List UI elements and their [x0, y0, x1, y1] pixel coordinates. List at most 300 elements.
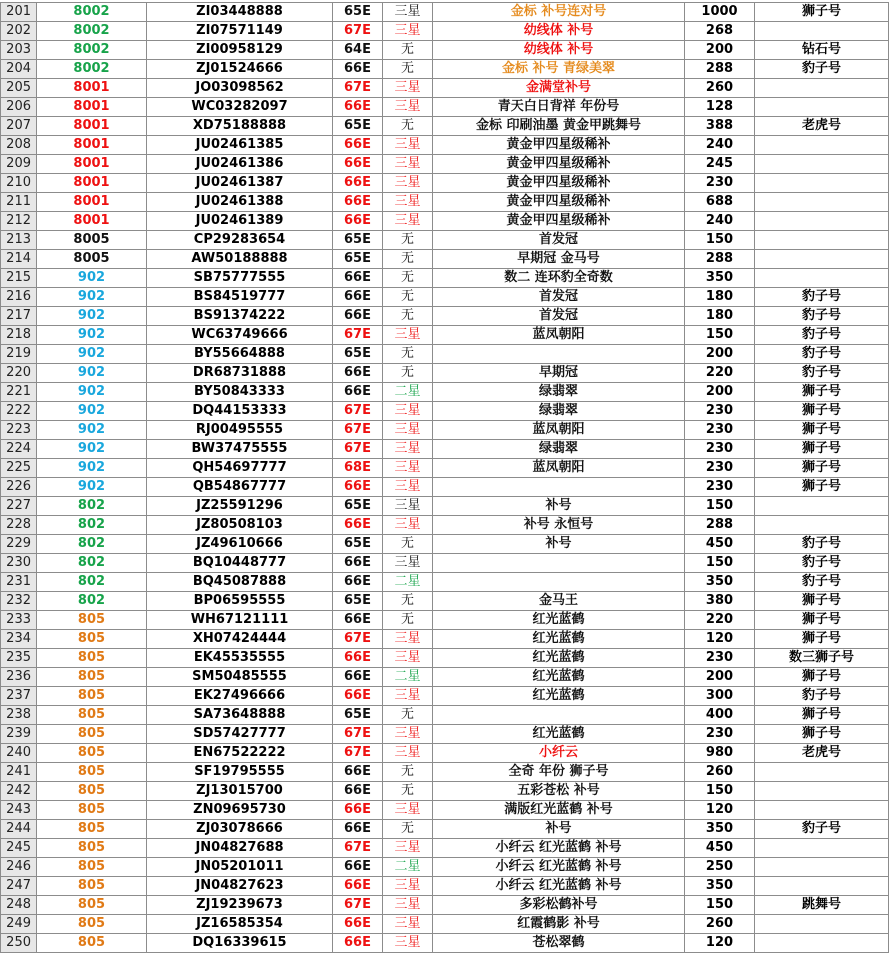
row-number[interactable]: 215 [1, 269, 37, 288]
star-rating-cell[interactable]: 无 [383, 250, 433, 269]
series-cell[interactable]: 805 [37, 706, 147, 725]
description-cell[interactable]: 多彩松鹤补号 [433, 896, 685, 915]
serial-code-cell[interactable]: JN05201011 [147, 858, 333, 877]
grade-cell[interactable]: 67E [333, 79, 383, 98]
row-number[interactable]: 237 [1, 687, 37, 706]
serial-code-cell[interactable]: ZI03448888 [147, 3, 333, 22]
star-rating-cell[interactable]: 三星 [383, 630, 433, 649]
serial-code-cell[interactable]: BY55664888 [147, 345, 333, 364]
description-cell[interactable]: 红光蓝鹤 [433, 668, 685, 687]
row-number[interactable]: 204 [1, 60, 37, 79]
number-type-cell[interactable] [755, 858, 889, 877]
description-cell[interactable]: 幼线体 补号 [433, 22, 685, 41]
number-type-cell[interactable]: 狮子号 [755, 402, 889, 421]
grade-cell[interactable]: 66E [333, 782, 383, 801]
price-cell[interactable]: 450 [685, 535, 755, 554]
row-number[interactable]: 216 [1, 288, 37, 307]
description-cell[interactable]: 绿翡翠 [433, 402, 685, 421]
serial-code-cell[interactable]: WC63749666 [147, 326, 333, 345]
serial-code-cell[interactable]: JU02461389 [147, 212, 333, 231]
grade-cell[interactable]: 66E [333, 193, 383, 212]
price-cell[interactable]: 120 [685, 934, 755, 953]
number-type-cell[interactable] [755, 22, 889, 41]
row-number[interactable]: 221 [1, 383, 37, 402]
serial-code-cell[interactable]: ZJ01524666 [147, 60, 333, 79]
row-number[interactable]: 226 [1, 478, 37, 497]
series-cell[interactable]: 802 [37, 497, 147, 516]
number-type-cell[interactable] [755, 516, 889, 535]
row-number[interactable]: 246 [1, 858, 37, 877]
star-rating-cell[interactable]: 无 [383, 345, 433, 364]
star-rating-cell[interactable]: 三星 [383, 687, 433, 706]
number-type-cell[interactable]: 豹子号 [755, 364, 889, 383]
star-rating-cell[interactable]: 三星 [383, 193, 433, 212]
serial-code-cell[interactable]: CP29283654 [147, 231, 333, 250]
price-cell[interactable]: 350 [685, 269, 755, 288]
series-cell[interactable]: 902 [37, 421, 147, 440]
row-number[interactable]: 229 [1, 535, 37, 554]
series-cell[interactable]: 802 [37, 592, 147, 611]
grade-cell[interactable]: 66E [333, 60, 383, 79]
star-rating-cell[interactable]: 无 [383, 269, 433, 288]
row-number[interactable]: 239 [1, 725, 37, 744]
description-cell[interactable]: 金马王 [433, 592, 685, 611]
price-cell[interactable]: 268 [685, 22, 755, 41]
series-cell[interactable]: 805 [37, 668, 147, 687]
series-cell[interactable]: 902 [37, 345, 147, 364]
price-cell[interactable]: 220 [685, 611, 755, 630]
price-cell[interactable]: 200 [685, 383, 755, 402]
star-rating-cell[interactable]: 三星 [383, 649, 433, 668]
row-number[interactable]: 209 [1, 155, 37, 174]
description-cell[interactable]: 首发冠 [433, 288, 685, 307]
price-cell[interactable]: 350 [685, 820, 755, 839]
serial-code-cell[interactable]: DQ16339615 [147, 934, 333, 953]
grade-cell[interactable]: 67E [333, 402, 383, 421]
description-cell[interactable] [433, 573, 685, 592]
grade-cell[interactable]: 66E [333, 877, 383, 896]
grade-cell[interactable]: 65E [333, 250, 383, 269]
series-cell[interactable]: 8001 [37, 212, 147, 231]
star-rating-cell[interactable]: 三星 [383, 478, 433, 497]
serial-code-cell[interactable]: ZJ03078666 [147, 820, 333, 839]
price-cell[interactable]: 250 [685, 858, 755, 877]
price-cell[interactable]: 260 [685, 915, 755, 934]
price-cell[interactable]: 350 [685, 877, 755, 896]
number-type-cell[interactable] [755, 79, 889, 98]
star-rating-cell[interactable]: 三星 [383, 98, 433, 117]
star-rating-cell[interactable]: 三星 [383, 174, 433, 193]
grade-cell[interactable]: 66E [333, 364, 383, 383]
series-cell[interactable]: 902 [37, 478, 147, 497]
serial-code-cell[interactable]: EN67522222 [147, 744, 333, 763]
price-cell[interactable]: 220 [685, 364, 755, 383]
serial-code-cell[interactable]: JN04827623 [147, 877, 333, 896]
serial-code-cell[interactable]: JU02461388 [147, 193, 333, 212]
number-type-cell[interactable] [755, 915, 889, 934]
serial-code-cell[interactable]: QB54867777 [147, 478, 333, 497]
price-cell[interactable]: 180 [685, 307, 755, 326]
star-rating-cell[interactable]: 二星 [383, 383, 433, 402]
star-rating-cell[interactable]: 三星 [383, 934, 433, 953]
number-type-cell[interactable] [755, 98, 889, 117]
row-number[interactable]: 219 [1, 345, 37, 364]
price-cell[interactable]: 288 [685, 516, 755, 535]
description-cell[interactable]: 金标 印刷油墨 黄金甲跳舞号 [433, 117, 685, 136]
price-cell[interactable]: 388 [685, 117, 755, 136]
description-cell[interactable]: 绿翡翠 [433, 440, 685, 459]
number-type-cell[interactable]: 豹子号 [755, 345, 889, 364]
series-cell[interactable]: 8005 [37, 231, 147, 250]
number-type-cell[interactable] [755, 250, 889, 269]
serial-code-cell[interactable]: BS91374222 [147, 307, 333, 326]
series-cell[interactable]: 8001 [37, 193, 147, 212]
number-type-cell[interactable]: 豹子号 [755, 554, 889, 573]
price-cell[interactable]: 150 [685, 782, 755, 801]
star-rating-cell[interactable]: 无 [383, 231, 433, 250]
row-number[interactable]: 211 [1, 193, 37, 212]
number-type-cell[interactable]: 狮子号 [755, 630, 889, 649]
price-cell[interactable]: 245 [685, 155, 755, 174]
star-rating-cell[interactable]: 三星 [383, 440, 433, 459]
number-type-cell[interactable]: 狮子号 [755, 668, 889, 687]
description-cell[interactable]: 早期冠 [433, 364, 685, 383]
price-cell[interactable]: 260 [685, 79, 755, 98]
serial-code-cell[interactable]: BY50843333 [147, 383, 333, 402]
grade-cell[interactable]: 66E [333, 516, 383, 535]
series-cell[interactable]: 902 [37, 326, 147, 345]
grade-cell[interactable]: 67E [333, 839, 383, 858]
row-number[interactable]: 242 [1, 782, 37, 801]
row-number[interactable]: 236 [1, 668, 37, 687]
grade-cell[interactable]: 66E [333, 820, 383, 839]
series-cell[interactable]: 8002 [37, 60, 147, 79]
row-number[interactable]: 243 [1, 801, 37, 820]
star-rating-cell[interactable]: 无 [383, 706, 433, 725]
serial-code-cell[interactable]: JZ49610666 [147, 535, 333, 554]
price-cell[interactable]: 150 [685, 231, 755, 250]
description-cell[interactable]: 数二 连环豹全奇数 [433, 269, 685, 288]
serial-code-cell[interactable]: JU02461386 [147, 155, 333, 174]
series-cell[interactable]: 902 [37, 440, 147, 459]
serial-code-cell[interactable]: WH67121111 [147, 611, 333, 630]
grade-cell[interactable]: 65E [333, 3, 383, 22]
number-type-cell[interactable]: 老虎号 [755, 117, 889, 136]
star-rating-cell[interactable]: 无 [383, 535, 433, 554]
number-type-cell[interactable] [755, 763, 889, 782]
grade-cell[interactable]: 66E [333, 915, 383, 934]
number-type-cell[interactable] [755, 174, 889, 193]
price-cell[interactable]: 380 [685, 592, 755, 611]
row-number[interactable]: 249 [1, 915, 37, 934]
star-rating-cell[interactable]: 三星 [383, 155, 433, 174]
series-cell[interactable]: 902 [37, 269, 147, 288]
price-cell[interactable]: 450 [685, 839, 755, 858]
star-rating-cell[interactable]: 无 [383, 60, 433, 79]
serial-code-cell[interactable]: SD57427777 [147, 725, 333, 744]
description-cell[interactable]: 补号 [433, 497, 685, 516]
grade-cell[interactable]: 65E [333, 497, 383, 516]
number-type-cell[interactable]: 狮子号 [755, 592, 889, 611]
row-number[interactable]: 245 [1, 839, 37, 858]
star-rating-cell[interactable]: 无 [383, 288, 433, 307]
star-rating-cell[interactable]: 无 [383, 117, 433, 136]
serial-code-cell[interactable]: BQ10448777 [147, 554, 333, 573]
grade-cell[interactable]: 66E [333, 307, 383, 326]
price-cell[interactable]: 288 [685, 60, 755, 79]
row-number[interactable]: 213 [1, 231, 37, 250]
price-cell[interactable]: 200 [685, 41, 755, 60]
number-type-cell[interactable] [755, 155, 889, 174]
grade-cell[interactable]: 67E [333, 630, 383, 649]
series-cell[interactable]: 8001 [37, 117, 147, 136]
description-cell[interactable]: 黄金甲四星级稀补 [433, 193, 685, 212]
row-number[interactable]: 228 [1, 516, 37, 535]
description-cell[interactable]: 金标 补号连对号 [433, 3, 685, 22]
price-cell[interactable]: 230 [685, 725, 755, 744]
number-type-cell[interactable]: 狮子号 [755, 3, 889, 22]
series-cell[interactable]: 8001 [37, 98, 147, 117]
description-cell[interactable]: 金标 补号 青绿美翠 [433, 60, 685, 79]
row-number[interactable]: 234 [1, 630, 37, 649]
description-cell[interactable]: 红霞鹤影 补号 [433, 915, 685, 934]
row-number[interactable]: 232 [1, 592, 37, 611]
serial-code-cell[interactable]: DQ44153333 [147, 402, 333, 421]
serial-code-cell[interactable]: JU02461385 [147, 136, 333, 155]
row-number[interactable]: 230 [1, 554, 37, 573]
price-cell[interactable]: 400 [685, 706, 755, 725]
number-type-cell[interactable] [755, 877, 889, 896]
description-cell[interactable] [433, 706, 685, 725]
row-number[interactable]: 225 [1, 459, 37, 478]
row-number[interactable]: 247 [1, 877, 37, 896]
series-cell[interactable]: 805 [37, 630, 147, 649]
serial-code-cell[interactable]: QH54697777 [147, 459, 333, 478]
star-rating-cell[interactable]: 二星 [383, 668, 433, 687]
price-cell[interactable]: 980 [685, 744, 755, 763]
star-rating-cell[interactable]: 三星 [383, 554, 433, 573]
grade-cell[interactable]: 65E [333, 231, 383, 250]
grade-cell[interactable]: 67E [333, 22, 383, 41]
serial-code-cell[interactable]: EK27496666 [147, 687, 333, 706]
price-cell[interactable]: 260 [685, 763, 755, 782]
series-cell[interactable]: 8001 [37, 136, 147, 155]
star-rating-cell[interactable]: 二星 [383, 858, 433, 877]
grade-cell[interactable]: 67E [333, 440, 383, 459]
row-number[interactable]: 201 [1, 3, 37, 22]
row-number[interactable]: 223 [1, 421, 37, 440]
series-cell[interactable]: 8002 [37, 3, 147, 22]
description-cell[interactable]: 首发冠 [433, 307, 685, 326]
series-cell[interactable]: 805 [37, 858, 147, 877]
price-cell[interactable]: 230 [685, 649, 755, 668]
grade-cell[interactable]: 65E [333, 706, 383, 725]
series-cell[interactable]: 805 [37, 687, 147, 706]
number-type-cell[interactable]: 跳舞号 [755, 896, 889, 915]
grade-cell[interactable]: 66E [333, 554, 383, 573]
number-type-cell[interactable]: 数三狮子号 [755, 649, 889, 668]
grade-cell[interactable]: 65E [333, 535, 383, 554]
serial-code-cell[interactable]: JZ80508103 [147, 516, 333, 535]
row-number[interactable]: 227 [1, 497, 37, 516]
series-cell[interactable]: 802 [37, 554, 147, 573]
series-cell[interactable]: 8001 [37, 79, 147, 98]
star-rating-cell[interactable]: 无 [383, 592, 433, 611]
star-rating-cell[interactable]: 无 [383, 307, 433, 326]
star-rating-cell[interactable]: 三星 [383, 725, 433, 744]
grade-cell[interactable]: 66E [333, 174, 383, 193]
price-cell[interactable]: 230 [685, 421, 755, 440]
grade-cell[interactable]: 68E [333, 459, 383, 478]
row-number[interactable]: 235 [1, 649, 37, 668]
price-cell[interactable]: 150 [685, 896, 755, 915]
row-number[interactable]: 217 [1, 307, 37, 326]
series-cell[interactable]: 902 [37, 364, 147, 383]
grade-cell[interactable]: 66E [333, 801, 383, 820]
grade-cell[interactable]: 66E [333, 383, 383, 402]
grade-cell[interactable]: 66E [333, 649, 383, 668]
row-number[interactable]: 240 [1, 744, 37, 763]
serial-code-cell[interactable]: DR68731888 [147, 364, 333, 383]
grade-cell[interactable]: 66E [333, 155, 383, 174]
grade-cell[interactable]: 66E [333, 763, 383, 782]
number-type-cell[interactable]: 狮子号 [755, 383, 889, 402]
serial-code-cell[interactable]: WC03282097 [147, 98, 333, 117]
star-rating-cell[interactable]: 无 [383, 41, 433, 60]
description-cell[interactable]: 黄金甲四星级稀补 [433, 136, 685, 155]
serial-code-cell[interactable]: SF19795555 [147, 763, 333, 782]
grade-cell[interactable]: 66E [333, 573, 383, 592]
number-type-cell[interactable] [755, 934, 889, 953]
series-cell[interactable]: 805 [37, 763, 147, 782]
grade-cell[interactable]: 66E [333, 858, 383, 877]
description-cell[interactable]: 黄金甲四星级稀补 [433, 212, 685, 231]
description-cell[interactable]: 五彩苍松 补号 [433, 782, 685, 801]
number-type-cell[interactable]: 豹子号 [755, 687, 889, 706]
price-cell[interactable]: 150 [685, 326, 755, 345]
star-rating-cell[interactable]: 三星 [383, 326, 433, 345]
star-rating-cell[interactable]: 无 [383, 763, 433, 782]
description-cell[interactable]: 红光蓝鹤 [433, 630, 685, 649]
price-cell[interactable]: 230 [685, 459, 755, 478]
serial-code-cell[interactable]: ZI00958129 [147, 41, 333, 60]
row-number[interactable]: 203 [1, 41, 37, 60]
description-cell[interactable]: 红光蓝鹤 [433, 687, 685, 706]
price-cell[interactable]: 230 [685, 478, 755, 497]
number-type-cell[interactable]: 狮子号 [755, 478, 889, 497]
series-cell[interactable]: 805 [37, 839, 147, 858]
number-type-cell[interactable]: 豹子号 [755, 573, 889, 592]
price-cell[interactable]: 200 [685, 345, 755, 364]
description-cell[interactable]: 红光蓝鹤 [433, 649, 685, 668]
series-cell[interactable]: 8001 [37, 155, 147, 174]
star-rating-cell[interactable]: 三星 [383, 877, 433, 896]
grade-cell[interactable]: 66E [333, 687, 383, 706]
series-cell[interactable]: 8005 [37, 250, 147, 269]
description-cell[interactable]: 苍松翠鹤 [433, 934, 685, 953]
description-cell[interactable]: 金满堂补号 [433, 79, 685, 98]
number-type-cell[interactable]: 豹子号 [755, 326, 889, 345]
star-rating-cell[interactable]: 三星 [383, 896, 433, 915]
number-type-cell[interactable]: 狮子号 [755, 725, 889, 744]
grade-cell[interactable]: 66E [333, 269, 383, 288]
star-rating-cell[interactable]: 三星 [383, 421, 433, 440]
number-type-cell[interactable]: 豹子号 [755, 288, 889, 307]
price-cell[interactable]: 350 [685, 573, 755, 592]
description-cell[interactable]: 黄金甲四星级稀补 [433, 155, 685, 174]
series-cell[interactable]: 8002 [37, 41, 147, 60]
grade-cell[interactable]: 66E [333, 934, 383, 953]
number-type-cell[interactable]: 狮子号 [755, 421, 889, 440]
grade-cell[interactable]: 67E [333, 421, 383, 440]
series-cell[interactable]: 902 [37, 459, 147, 478]
star-rating-cell[interactable]: 三星 [383, 22, 433, 41]
description-cell[interactable]: 小纤云 红光蓝鹤 补号 [433, 877, 685, 896]
description-cell[interactable]: 蓝凤朝阳 [433, 421, 685, 440]
row-number[interactable]: 205 [1, 79, 37, 98]
row-number[interactable]: 231 [1, 573, 37, 592]
star-rating-cell[interactable]: 三星 [383, 402, 433, 421]
row-number[interactable]: 210 [1, 174, 37, 193]
series-cell[interactable]: 802 [37, 573, 147, 592]
price-cell[interactable]: 150 [685, 554, 755, 573]
number-type-cell[interactable]: 狮子号 [755, 459, 889, 478]
grade-cell[interactable]: 64E [333, 41, 383, 60]
description-cell[interactable]: 幼线体 补号 [433, 41, 685, 60]
number-type-cell[interactable] [755, 231, 889, 250]
row-number[interactable]: 208 [1, 136, 37, 155]
grade-cell[interactable]: 67E [333, 725, 383, 744]
price-cell[interactable]: 230 [685, 440, 755, 459]
star-rating-cell[interactable]: 无 [383, 782, 433, 801]
star-rating-cell[interactable]: 三星 [383, 136, 433, 155]
description-cell[interactable]: 青天白日背祥 年份号 [433, 98, 685, 117]
star-rating-cell[interactable]: 三星 [383, 79, 433, 98]
description-cell[interactable]: 全奇 年份 狮子号 [433, 763, 685, 782]
serial-code-cell[interactable]: AW50188888 [147, 250, 333, 269]
series-cell[interactable]: 805 [37, 649, 147, 668]
number-type-cell[interactable] [755, 212, 889, 231]
serial-code-cell[interactable]: JU02461387 [147, 174, 333, 193]
row-number[interactable]: 241 [1, 763, 37, 782]
number-type-cell[interactable]: 钻石号 [755, 41, 889, 60]
series-cell[interactable]: 805 [37, 725, 147, 744]
series-cell[interactable]: 805 [37, 744, 147, 763]
number-type-cell[interactable] [755, 497, 889, 516]
description-cell[interactable]: 蓝凤朝阳 [433, 326, 685, 345]
grade-cell[interactable]: 66E [333, 98, 383, 117]
serial-code-cell[interactable]: XH07424444 [147, 630, 333, 649]
series-cell[interactable]: 8002 [37, 22, 147, 41]
series-cell[interactable]: 8001 [37, 174, 147, 193]
serial-code-cell[interactable]: JO03098562 [147, 79, 333, 98]
serial-code-cell[interactable]: ZJ19239673 [147, 896, 333, 915]
price-cell[interactable]: 200 [685, 668, 755, 687]
number-type-cell[interactable]: 豹子号 [755, 60, 889, 79]
number-type-cell[interactable] [755, 136, 889, 155]
number-type-cell[interactable]: 豹子号 [755, 307, 889, 326]
series-cell[interactable]: 802 [37, 516, 147, 535]
price-cell[interactable]: 120 [685, 801, 755, 820]
row-number[interactable]: 248 [1, 896, 37, 915]
series-cell[interactable]: 805 [37, 611, 147, 630]
number-type-cell[interactable]: 老虎号 [755, 744, 889, 763]
number-type-cell[interactable]: 狮子号 [755, 611, 889, 630]
description-cell[interactable]: 小纤云 红光蓝鹤 补号 [433, 858, 685, 877]
serial-code-cell[interactable]: BW37475555 [147, 440, 333, 459]
description-cell[interactable]: 补号 [433, 820, 685, 839]
price-cell[interactable]: 288 [685, 250, 755, 269]
